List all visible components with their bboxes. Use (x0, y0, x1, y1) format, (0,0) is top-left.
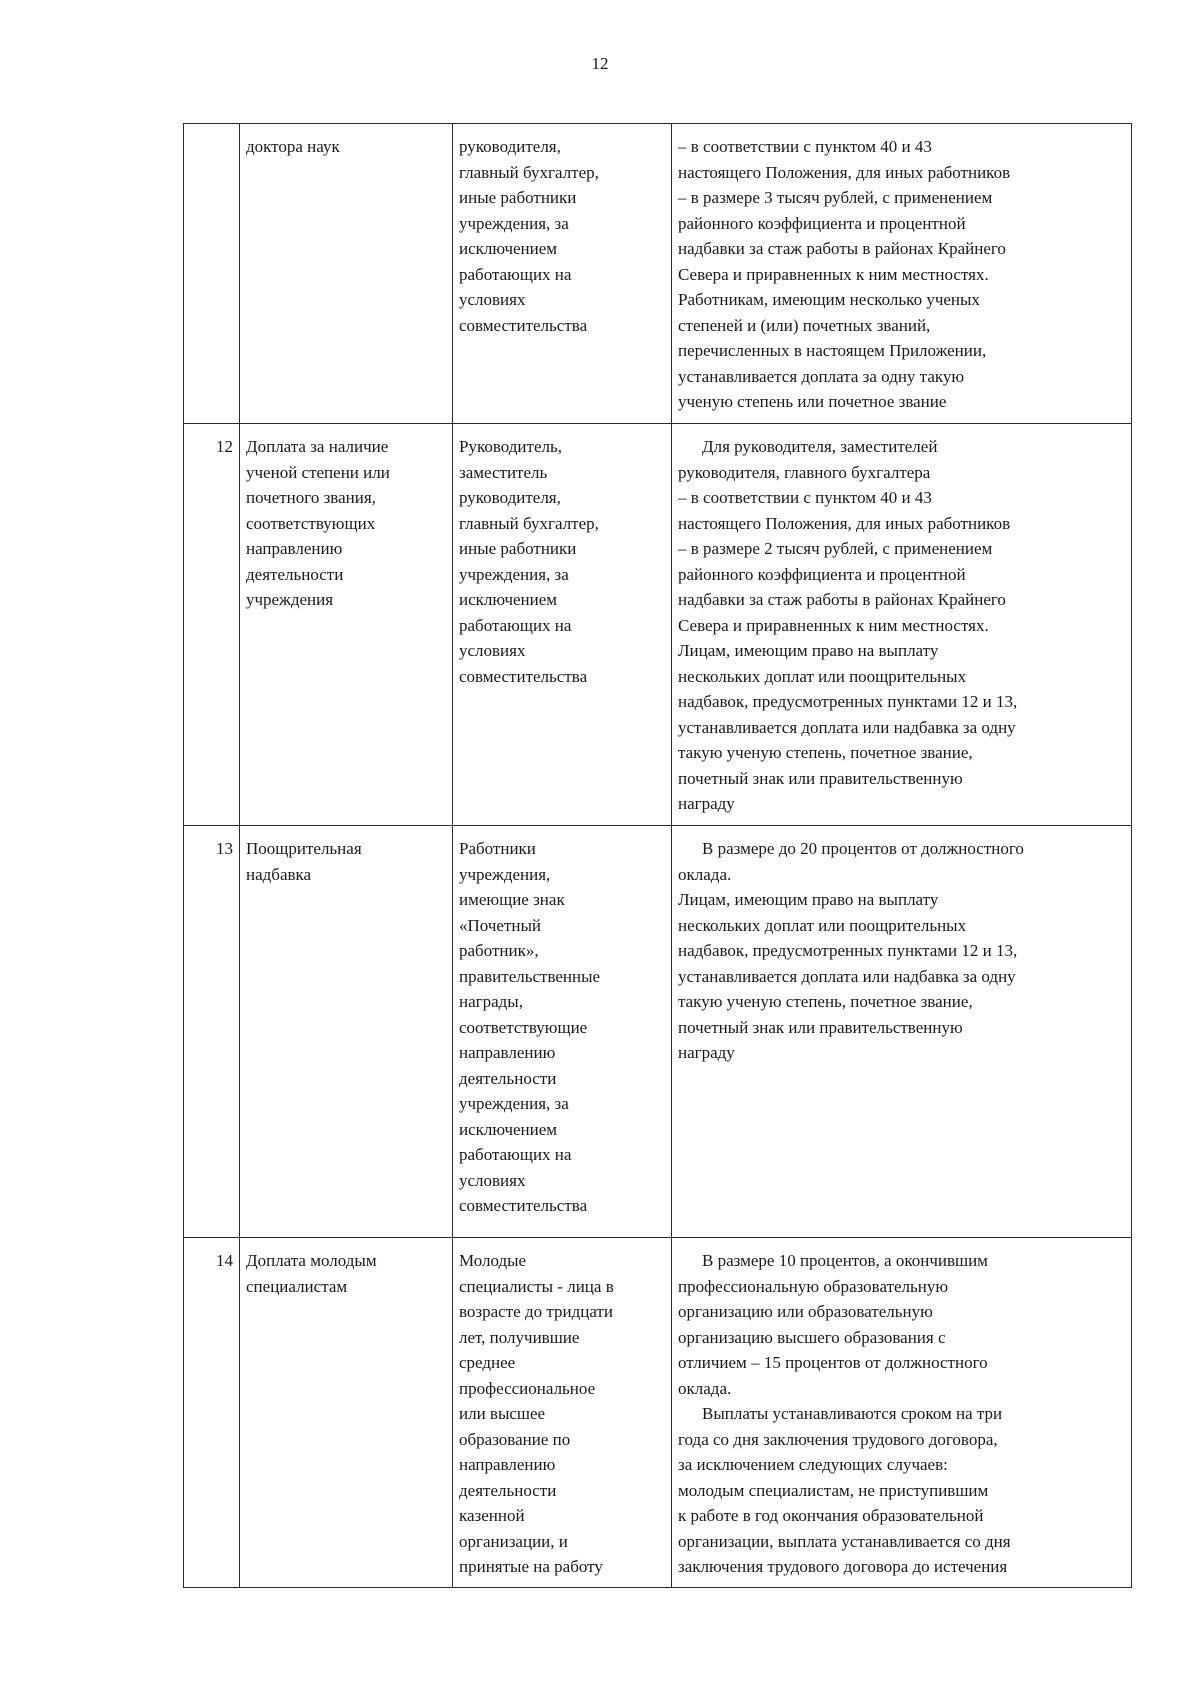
payment-recipients: Работники учреждения, имеющие знак «Почетный работник», правительственные награды, соответствующие направлению деятельности учреждения, за исключением работающих на условиях совместительства (453, 826, 672, 1238)
page-number: 12 (591, 54, 609, 73)
payment-name: доктора наук (240, 124, 453, 424)
description-paragraph: В размере 10 процентов, а окончившим профессиональную образовательную организацию или образовательную организацию высшего образования с отличием – 15 процентов от должностного оклада. (678, 1251, 988, 1398)
description-paragraph: В размере до 20 процентов от должностного оклада. Лицам, имеющим право на выплату нескольких доплат или поощрительных надбавок, предусмотренных пунктами 12 и 13, устанавливается доплата или надбавка за одну такую ученую степень, почетное звание, почетный знак или правительственную награду (678, 839, 1024, 1062)
row-number: 13 (184, 826, 240, 1238)
table-row (184, 826, 1132, 1238)
payment-name: Доплата молодым специалистам (240, 1238, 453, 1588)
description-paragraph: Выплаты устанавливаются сроком на три года со дня заключения трудового договора, за исключением следующих случаев: молодым специалистам, не приступившим к работе в год окончания образовательной организации, выплата устанавливается со дня заключения трудового договора до истечения (678, 1404, 1011, 1576)
table-row (184, 424, 1132, 826)
row-number: 14 (184, 1238, 240, 1588)
description-paragraph: Для руководителя, заместителей руководителя, главного бухгалтера – в соответствии с пунктом 40 и 43 настоящего Положения, для иных работников – в размере 2 тысяч рублей, с применением районного коэффициента и процентной надбавки за стаж работы в районах Крайнего Севера и приравненных к ним местностях. Лицам, имеющим право на выплату нескольких доплат или поощрительных надбавок, предусмотренных пунктами 12 и 13, устанавливается доплата или надбавка за одну такую ученую степень, почетное звание, почетный знак или правительственную награду (678, 437, 1018, 813)
description-paragraph: – в соответствии с пунктом 40 и 43 настоящего Положения, для иных работников – в размере 3 тысяч рублей, с применением районного коэффициента и процентной надбавки за стаж работы в районах Крайнего Севера и приравненных к ним местностях. Работникам, имеющим несколько ученых степеней и (или) почетных званий, перечисленных в настоящем Приложении, устанавливается доплата за одну такую ученую степень или почетное звание (678, 137, 1011, 411)
payment-name: Поощрительная надбавка (240, 826, 453, 1238)
payment-description (672, 424, 1132, 826)
payment-recipients: Молодые специалисты - лица в возрасте до тридцати лет, получившие среднее профессиональное или высшее образование по направлению деятельности казенной организации, и принятые на работу (453, 1238, 672, 1588)
payment-description (672, 826, 1132, 1238)
payment-name: Доплата за наличие ученой степени или почетного звания, соответствующих направлению деятельности учреждения (240, 424, 453, 826)
payment-recipients: руководителя, главный бухгалтер, иные работники учреждения, за исключением работающих на условиях совместительства (453, 124, 672, 424)
row-number (184, 124, 240, 424)
row-number: 12 (184, 424, 240, 826)
table-row (184, 124, 1132, 424)
payment-description (672, 124, 1132, 424)
payment-recipients: Руководитель, заместитель руководителя, главный бухгалтер, иные работники учреждения, за исключением работающих на условиях совместительства (453, 424, 672, 826)
payment-description (672, 1238, 1132, 1588)
table-row (184, 1238, 1132, 1588)
payments-table (183, 123, 1132, 1588)
